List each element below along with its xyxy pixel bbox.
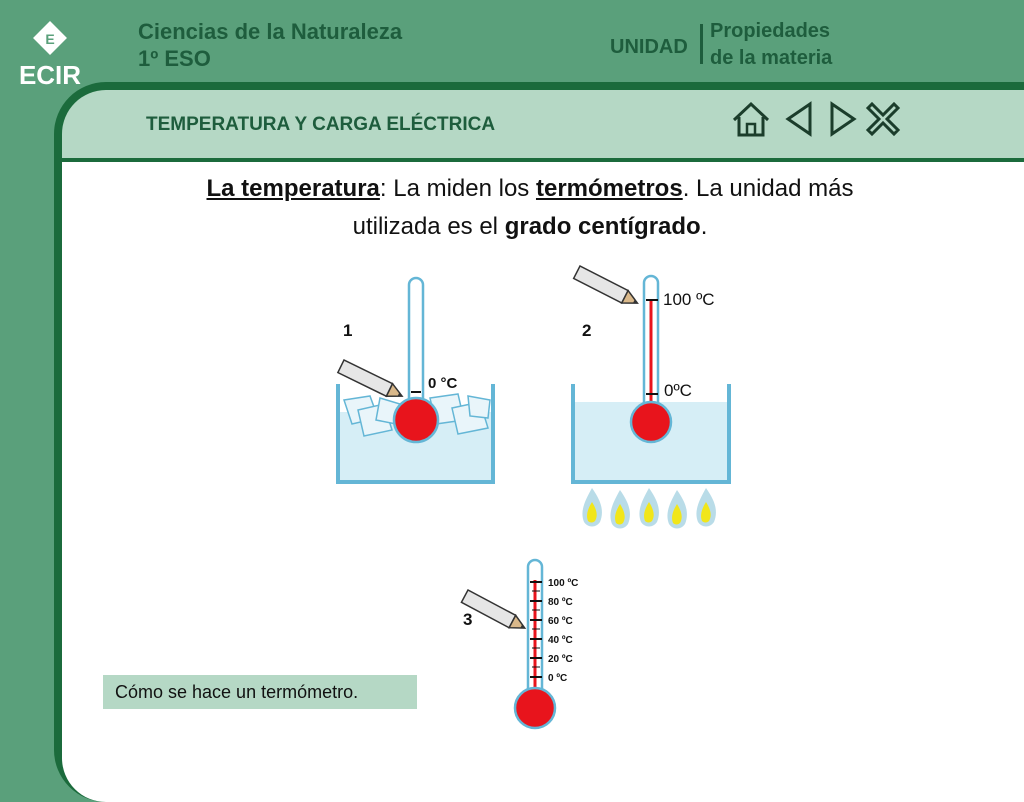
svg-text:E: E — [45, 31, 55, 47]
figure-2-boiling-water — [573, 266, 729, 529]
pencil-icon — [338, 360, 405, 402]
svg-text:ECIR: ECIR — [18, 60, 82, 90]
figure-1-ice-water — [338, 278, 493, 482]
headline-text-end: . — [700, 213, 708, 240]
thermometer-1-bulb — [394, 398, 438, 442]
headline-term-grado: grado centígrado — [504, 213, 701, 240]
scale-label-80: 80 ºC — [548, 597, 573, 608]
figure-2-top-label: 100 ºC — [663, 290, 715, 309]
scale-label-60: 60 ºC — [548, 616, 573, 627]
unit-name-line2: de la materia — [710, 47, 833, 69]
course-level: 1º ESO — [138, 46, 211, 71]
scale-label-20: 20 ºC — [548, 654, 573, 665]
unit-label: UNIDAD — [610, 36, 688, 58]
figure-3-number: 3 — [463, 610, 473, 629]
thermometer-2-bulb — [631, 402, 671, 442]
figure-2-number: 2 — [582, 321, 592, 340]
pencil-icon — [574, 266, 641, 309]
headline-term-termometros: termómetros — [535, 175, 683, 202]
scale-label-0: 0 ºC — [548, 673, 568, 684]
caption-link-como-se-hace-termometro[interactable]: Cómo se hace un termómetro. — [103, 675, 417, 709]
headline-term-temperatura: La temperatura — [206, 175, 380, 202]
thermometer-3-bulb — [515, 688, 555, 728]
headline-text-2: . La unidad más — [682, 175, 854, 202]
figure-3-graduated-thermometer — [461, 560, 578, 728]
section-title: TEMPERATURA Y CARGA ELÉCTRICA — [146, 114, 496, 135]
figure-1-temperature-label: 0 °C — [428, 375, 458, 392]
flame-icons — [582, 488, 716, 529]
thermometer-1-tube — [409, 278, 423, 410]
scale-label-40: 40 ºC — [548, 635, 573, 646]
figure-1-number: 1 — [343, 321, 353, 340]
unit-name-line1: Propiedades — [710, 20, 831, 42]
figure-2-bottom-label: 0ºC — [664, 381, 692, 400]
course-name: Ciencias de la Naturaleza — [138, 19, 403, 44]
headline-text-1: : La miden los — [379, 175, 536, 202]
headline-text-3: utilizada es el — [352, 213, 505, 240]
scale-label-100: 100 ºC — [548, 578, 579, 589]
